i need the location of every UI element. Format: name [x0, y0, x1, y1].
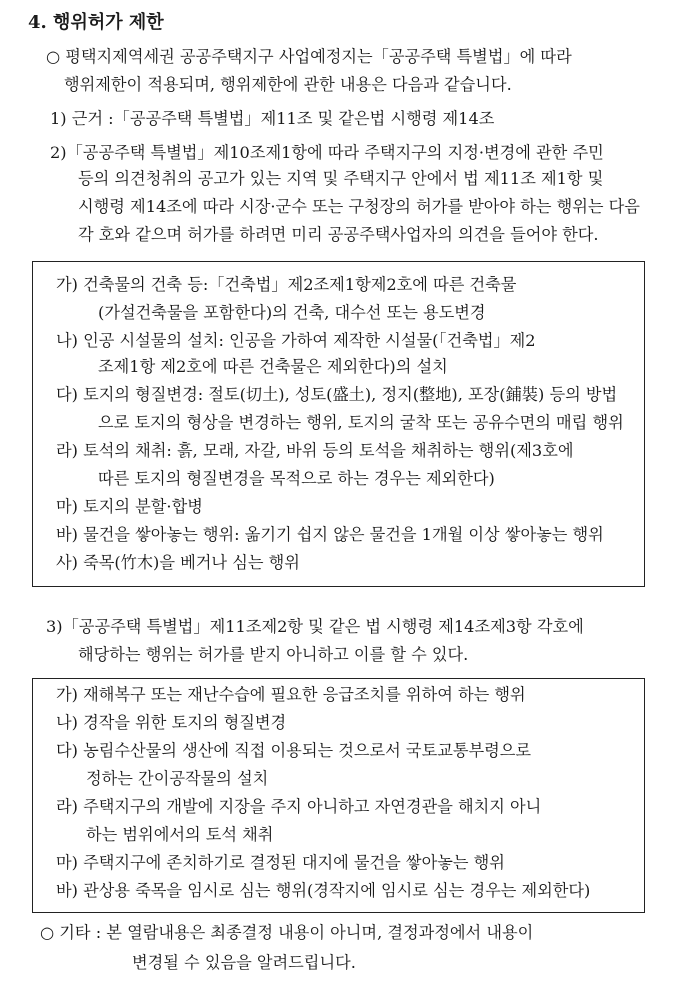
box2-line-ra: 라) 주택지구의 개발에 지장을 주지 아니하고 자연경관을 해치지 아니	[56, 797, 542, 816]
box1-line-ba: 바) 물건을 쌓아놓는 행위: 옮기기 쉽지 않은 물건을 1개월 이상 쌓아놓는 행위	[56, 525, 604, 544]
footer-line-1: ○ 기타 : 본 열람내용은 최종결정 내용이 아니며, 결정과정에서 내용이	[40, 923, 534, 942]
item-2-line-2: 등의 의견청취의 공고가 있는 지역 및 주택지구 안에서 법 제11조 제1항 및	[78, 169, 604, 188]
box1-line-na-cont: 조제1항 제2호에 따른 건축물은 제외한다)의 설치	[98, 357, 448, 376]
intro-line-2: 행위제한이 적용되며, 행위제한에 관한 내용은 다음과 같습니다.	[64, 75, 512, 94]
box1-line-ga: 가) 건축물의 건축 등:「건축법」제2조제1항제2호에 따른 건축물	[56, 275, 517, 294]
item-3-line-2: 해당하는 행위는 허가를 받지 아니하고 이를 할 수 있다.	[78, 645, 469, 664]
box2-line-na: 나) 경작을 위한 토지의 형질변경	[56, 713, 287, 732]
box1-line-ra-cont: 따른 토지의 형질변경을 목적으로 하는 경우는 제외한다)	[98, 469, 495, 488]
item-1-basis: 1) 근거 :「공공주택 특별법」제11조 및 같은법 시행령 제14조	[50, 109, 495, 128]
box2-line-ba: 바) 관상용 죽목을 임시로 심는 행위(경작지에 임시로 심는 경우는 제외한다)	[56, 881, 591, 900]
item-3-line-1: 3)「공공주택 특별법」제11조제2항 및 같은 법 시행령 제14조제3항 각호에	[46, 617, 584, 636]
box1-line-na: 나) 인공 시설물의 설치: 인공을 가하여 제작한 시설물(「건축법」제2	[56, 331, 536, 350]
box2-line-da-cont: 정하는 간이공작물의 설치	[86, 769, 269, 788]
section-title: 4. 행위허가 제한	[28, 12, 164, 33]
item-2-line-1: 2)「공공주택 특별법」제10조제1항에 따라 주택지구의 지정·변경에 관한 주민	[50, 143, 604, 162]
box1-line-da: 다) 토지의 형질변경: 절토(切土), 성토(盛土), 정지(整地), 포장(鋪裝) 등의 방법	[56, 385, 618, 404]
box1-line-ma: 마) 토지의 분할·합병	[56, 497, 203, 516]
box1-line-da-cont: 으로 토지의 형상을 변경하는 행위, 토지의 굴착 또는 공유수면의 매립 행위	[98, 413, 624, 432]
box2-line-ra-cont: 하는 범위에서의 토석 채취	[86, 825, 274, 844]
box2-line-ga: 가) 재해복구 또는 재난수습에 필요한 응급조치를 위하여 하는 행위	[56, 685, 526, 704]
box2-line-ma: 마) 주택지구에 존치하기로 결정된 대지에 물건을 쌓아놓는 행위	[56, 853, 505, 872]
box1-line-sa: 사) 죽목(竹木)을 베거나 심는 행위	[56, 553, 300, 572]
box1-line-ra: 라) 토석의 채취: 흙, 모래, 자갈, 바위 등의 토석을 채취하는 행위(제3호에	[56, 441, 574, 460]
item-2-line-4: 각 호와 같으며 허가를 하려면 미리 공공주택사업자의 의견을 들어야 한다.	[78, 225, 599, 244]
item-2-line-3: 시행령 제14조에 따라 시장·군수 또는 구청장의 허가를 받아야 하는 행위는 다음	[78, 197, 640, 216]
box2-line-da: 다) 농림수산물의 생산에 직접 이용되는 것으로서 국토교통부령으로	[56, 741, 532, 760]
footer-line-2: 변경될 수 있음을 알려드립니다.	[132, 953, 356, 972]
intro-line-1: ○ 평택지제역세권 공공주택지구 사업예정지는「공공주택 특별법」에 따라	[46, 47, 572, 66]
box1-line-ga-cont: (가설건축물을 포함한다)의 건축, 대수선 또는 용도변경	[98, 303, 486, 322]
